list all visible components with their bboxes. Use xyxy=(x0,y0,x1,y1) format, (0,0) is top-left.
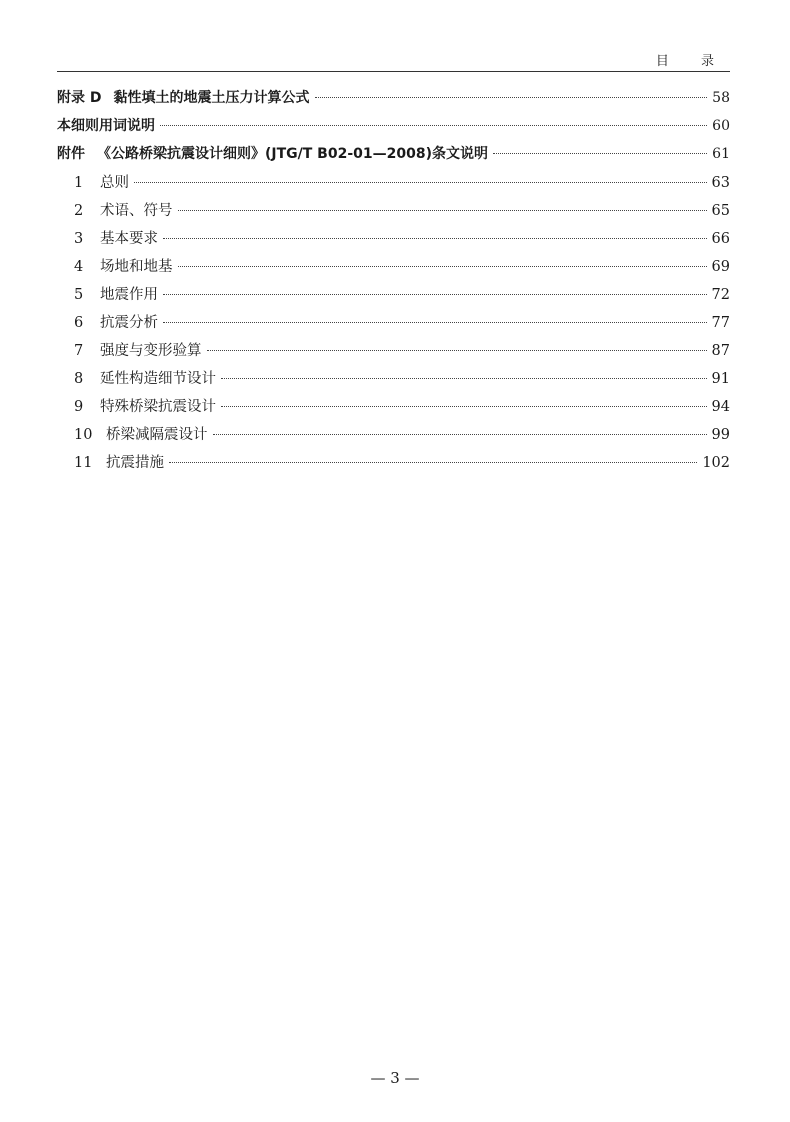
toc-entry-page: 60 xyxy=(712,118,730,134)
toc-entry-title: 延性构造细节设计 xyxy=(100,371,216,387)
toc-entry-terminology[interactable] xyxy=(57,115,730,143)
toc-entry-attachment[interactable] xyxy=(57,143,730,171)
toc-entry-title: 桥梁减隔震设计 xyxy=(106,427,208,443)
toc-entry-page: 94 xyxy=(711,399,730,415)
toc-entry-chapter-4[interactable] xyxy=(57,255,730,283)
toc-entry-chapter-5[interactable] xyxy=(57,283,730,311)
toc-entry-title: 总则 xyxy=(100,175,129,191)
toc-entry-page: 91 xyxy=(711,371,730,387)
header-rule xyxy=(57,71,730,72)
toc-entry-page: 63 xyxy=(711,175,730,191)
toc-entry-number: 10 xyxy=(74,427,93,443)
toc-entry-number: 11 xyxy=(74,455,93,471)
toc-entry-number: 6 xyxy=(74,315,84,331)
toc-leader xyxy=(315,97,708,98)
toc-entry-number: 7 xyxy=(74,343,84,359)
toc-entry-title: 《公路桥梁抗震设计细则》(JTG/T B02-01—2008)条文说明 xyxy=(97,146,488,162)
toc-leader xyxy=(493,153,707,154)
toc-entry-title: 地震作用 xyxy=(100,287,158,303)
toc-leader xyxy=(169,462,697,463)
toc-entry-chapter-7[interactable] xyxy=(57,339,730,367)
toc-entry-page: 87 xyxy=(711,343,730,359)
toc-entry-title: 特殊桥梁抗震设计 xyxy=(100,399,216,415)
toc-entry-page: 99 xyxy=(711,427,730,443)
toc-entry-chapter-1[interactable] xyxy=(57,171,730,199)
toc-entry-page: 61 xyxy=(712,146,730,162)
toc-entry-chapter-11[interactable] xyxy=(57,451,730,479)
toc-entry-number: 8 xyxy=(74,371,84,387)
toc-entry-title: 本细则用词说明 xyxy=(57,118,155,134)
toc-entry-chapter-2[interactable] xyxy=(57,199,730,227)
toc-leader xyxy=(178,266,707,267)
toc-leader xyxy=(221,378,707,379)
toc-entry-chapter-8[interactable] xyxy=(57,367,730,395)
toc-entry-chapter-9[interactable] xyxy=(57,395,730,423)
toc-entry-title: 场地和地基 xyxy=(100,259,173,275)
toc-entry-page: 102 xyxy=(702,455,730,471)
toc-leader xyxy=(221,406,707,407)
header-title: 目 录 xyxy=(655,54,728,69)
toc-entry-title: 抗震措施 xyxy=(106,455,164,471)
toc-leader xyxy=(163,294,707,295)
toc-entry-title: 抗震分析 xyxy=(100,315,158,331)
toc-entry-chapter-6[interactable] xyxy=(57,311,730,339)
toc-entry-page: 58 xyxy=(712,90,730,106)
toc-leader xyxy=(160,125,707,126)
toc-entry-number: 3 xyxy=(74,231,84,247)
toc-entry-page: 77 xyxy=(711,315,730,331)
toc-entry-number: 2 xyxy=(74,203,84,219)
toc-entry-title: 黏性填土的地震土压力计算公式 xyxy=(113,90,310,106)
toc-entry-title: 强度与变形验算 xyxy=(100,343,202,359)
toc-entry-chapter-3[interactable] xyxy=(57,227,730,255)
toc-entry-chapter-10[interactable] xyxy=(57,423,730,451)
toc-entry-appendix-d[interactable] xyxy=(57,87,730,115)
page-number-footer: — 3 — xyxy=(370,1069,420,1087)
toc-leader xyxy=(213,434,707,435)
table-of-contents xyxy=(57,87,730,479)
toc-entry-page: 72 xyxy=(711,287,730,303)
toc-leader xyxy=(207,350,707,351)
toc-entry-title: 术语、符号 xyxy=(100,203,173,219)
toc-entry-prefix: 附录 D xyxy=(57,90,102,106)
toc-entry-page: 66 xyxy=(711,231,730,247)
toc-entry-number: 1 xyxy=(74,175,84,191)
toc-entry-page: 69 xyxy=(711,259,730,275)
toc-entry-title: 基本要求 xyxy=(100,231,158,247)
toc-leader xyxy=(163,238,707,239)
toc-entry-number: 4 xyxy=(74,259,84,275)
page-header xyxy=(57,50,730,72)
toc-leader xyxy=(134,182,707,183)
toc-entry-page: 65 xyxy=(711,203,730,219)
toc-leader xyxy=(163,322,707,323)
toc-entry-number: 5 xyxy=(74,287,84,303)
toc-leader xyxy=(178,210,707,211)
toc-entry-prefix: 附件 xyxy=(57,146,85,162)
toc-entry-number: 9 xyxy=(74,399,84,415)
